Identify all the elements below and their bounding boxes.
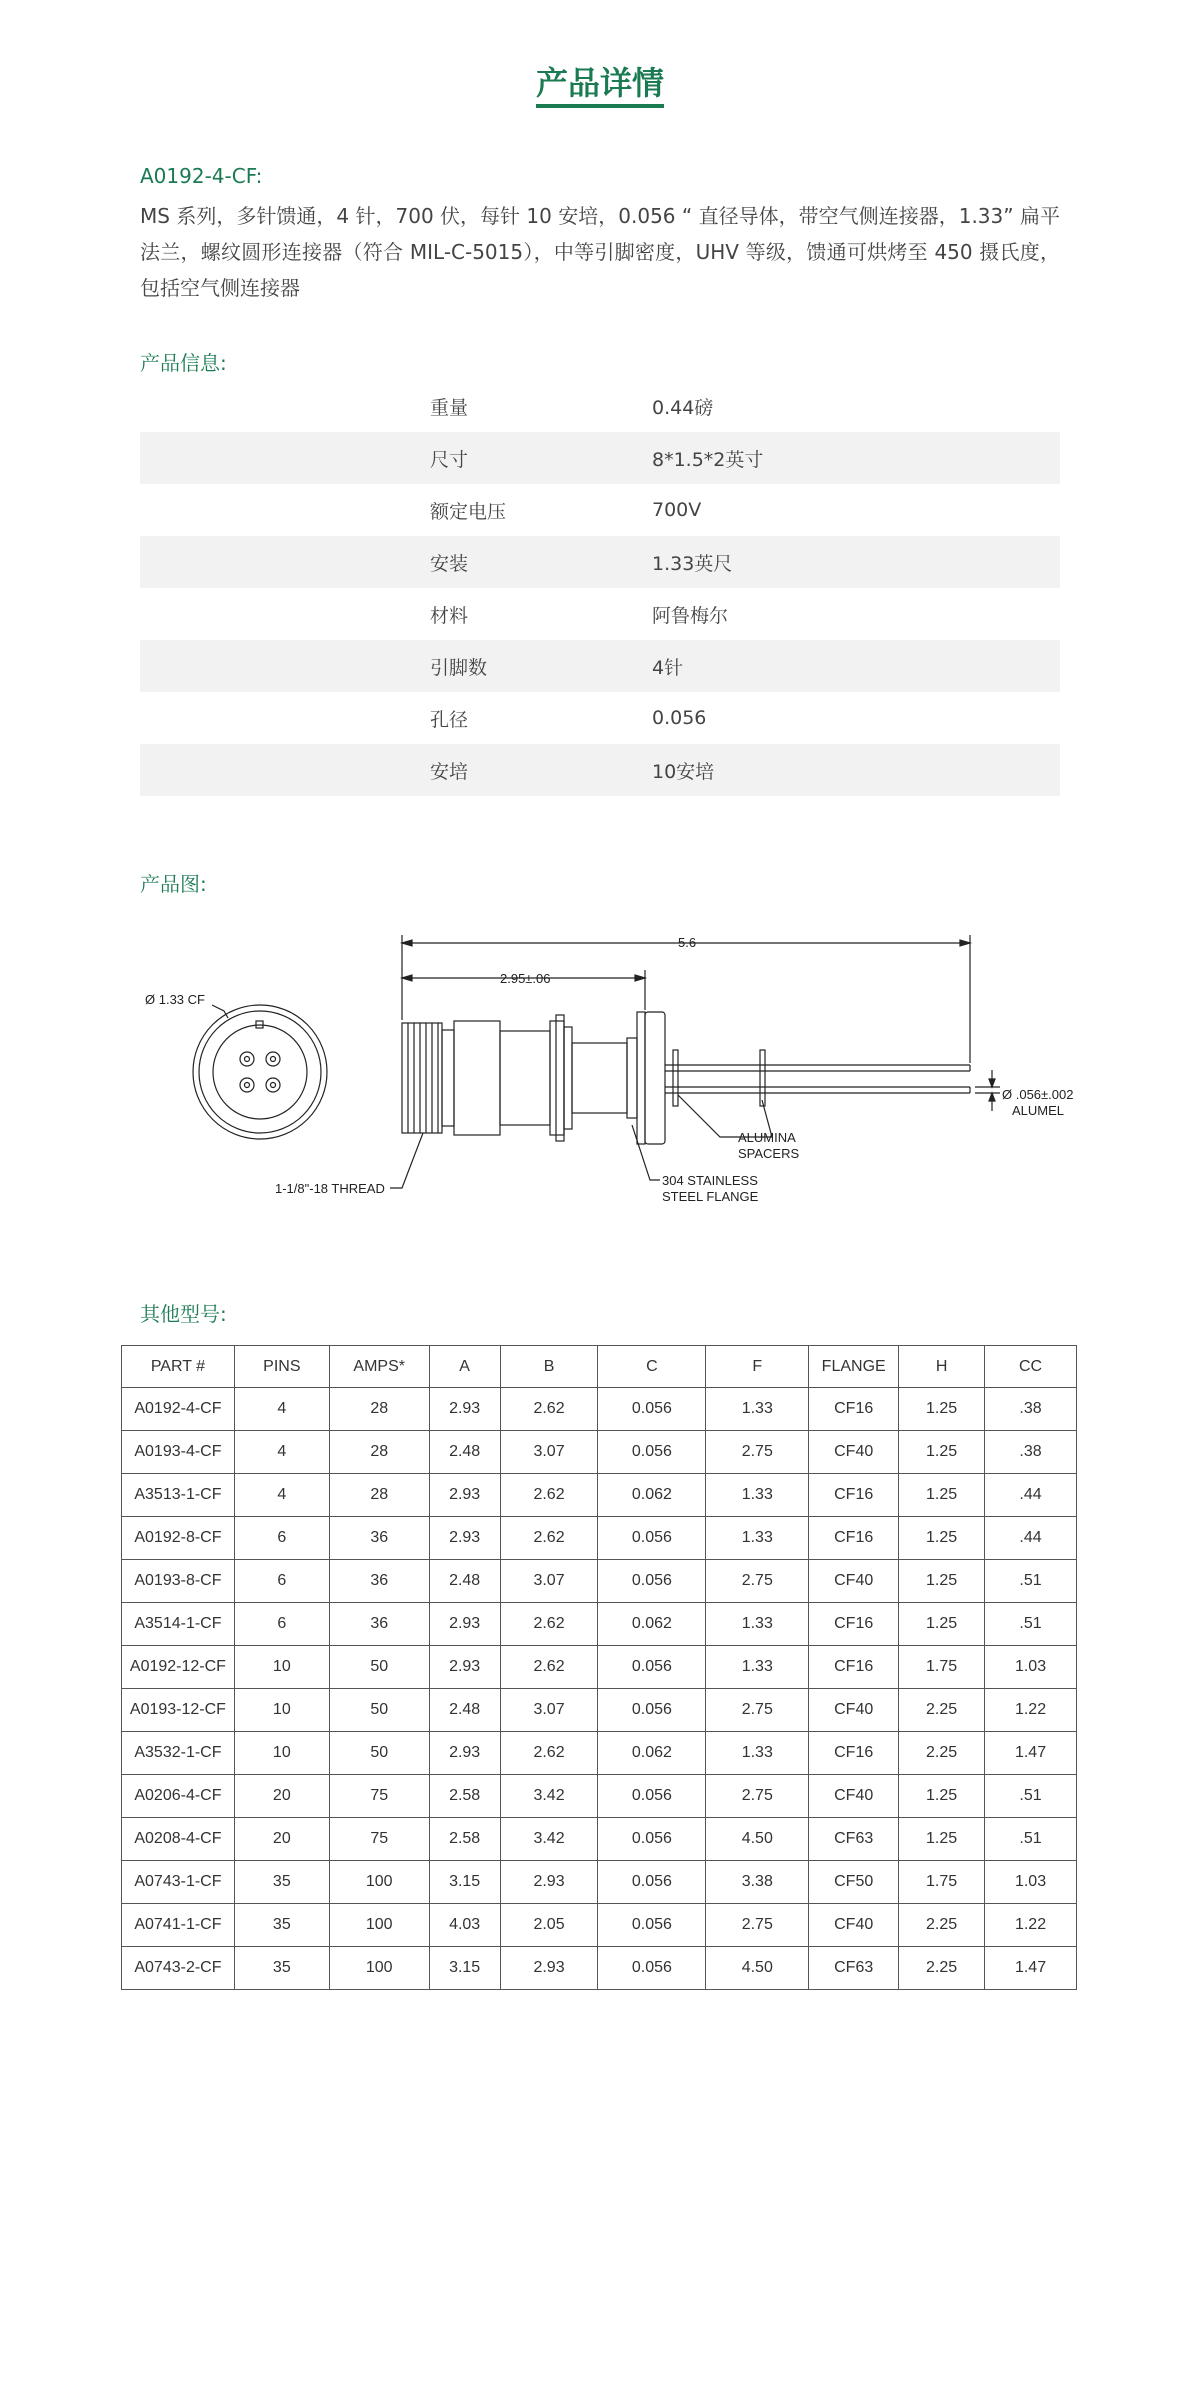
table-cell: 2.62 (500, 1603, 598, 1646)
table-cell: 3.42 (500, 1775, 598, 1818)
table-cell: 50 (329, 1646, 429, 1689)
table-cell: 4.50 (706, 1818, 809, 1861)
table-cell: CF40 (809, 1431, 899, 1474)
table-cell: 20 (234, 1818, 329, 1861)
table-cell: .38 (985, 1388, 1077, 1431)
table-cell: A0192-12-CF (122, 1646, 235, 1689)
table-cell: 2.48 (429, 1689, 500, 1732)
table-cell: 28 (329, 1431, 429, 1474)
table-cell: 10 (234, 1646, 329, 1689)
table-row (122, 1818, 1077, 1861)
table-cell: 0.062 (598, 1603, 706, 1646)
table-cell: .38 (985, 1431, 1077, 1474)
table-cell: 3.42 (500, 1818, 598, 1861)
table-cell: 0.056 (598, 1947, 706, 1990)
table-cell: 2.62 (500, 1646, 598, 1689)
table-cell: 2.93 (429, 1517, 500, 1560)
table-cell: 3.07 (500, 1560, 598, 1603)
table-cell: 35 (234, 1947, 329, 1990)
body-length-label: 2.95±.06 (500, 971, 551, 986)
connector-face-circle (213, 1025, 307, 1119)
table-cell: 0.056 (598, 1818, 706, 1861)
table-cell: 3.15 (429, 1947, 500, 1990)
table-row (122, 1603, 1077, 1646)
table-header-cell: A (429, 1346, 500, 1388)
table-cell: 2.25 (899, 1947, 985, 1990)
table-row (122, 1689, 1077, 1732)
table-cell: 0.056 (598, 1388, 706, 1431)
table-cell: A3532-1-CF (122, 1732, 235, 1775)
table-cell: CF16 (809, 1517, 899, 1560)
table-header-cell: AMPS* (329, 1346, 429, 1388)
table-cell: CF40 (809, 1775, 899, 1818)
product-info-table (140, 380, 1060, 796)
table-cell: 0.056 (598, 1560, 706, 1603)
table-cell: 3.07 (500, 1689, 598, 1732)
table-cell: 36 (329, 1517, 429, 1560)
table-cell: 1.03 (985, 1861, 1077, 1904)
table-cell: 0.056 (598, 1517, 706, 1560)
info-section-label: 产品信息: (140, 351, 227, 375)
table-cell: A0743-1-CF (122, 1861, 235, 1904)
page-title: 产品详情 (535, 64, 664, 102)
info-row (140, 640, 1060, 692)
table-cell: 2.25 (899, 1904, 985, 1947)
table-cell: 1.22 (985, 1904, 1077, 1947)
table-cell: 2.75 (706, 1560, 809, 1603)
table-cell: 100 (329, 1861, 429, 1904)
table-cell: 75 (329, 1818, 429, 1861)
table-cell: 10 (234, 1689, 329, 1732)
info-key: 孔径 (430, 708, 469, 731)
info-key: 引脚数 (430, 656, 488, 679)
table-cell: 1.25 (899, 1775, 985, 1818)
flange-dia-label: Ø 1.33 CF (145, 992, 205, 1007)
table-cell: 35 (234, 1904, 329, 1947)
info-row (140, 432, 1060, 484)
table-cell: 3.15 (429, 1861, 500, 1904)
table-cell: 2.58 (429, 1818, 500, 1861)
table-cell: 2.75 (706, 1904, 809, 1947)
table-row (122, 1732, 1077, 1775)
drawing-section-label: 产品图: (140, 872, 207, 896)
table-cell: A0193-12-CF (122, 1689, 235, 1732)
info-row (140, 588, 1060, 640)
table-cell: 2.93 (429, 1388, 500, 1431)
table-header-cell: FLANGE (809, 1346, 899, 1388)
table-cell: .51 (985, 1818, 1077, 1861)
table-cell: A0193-8-CF (122, 1560, 235, 1603)
table-header-cell: B (500, 1346, 598, 1388)
table-cell: 1.33 (706, 1388, 809, 1431)
table-cell: 0.062 (598, 1732, 706, 1775)
table-cell: 1.25 (899, 1431, 985, 1474)
table-cell: 1.33 (706, 1517, 809, 1560)
table-cell: 1.25 (899, 1517, 985, 1560)
table-cell: 3.38 (706, 1861, 809, 1904)
table-cell: 36 (329, 1560, 429, 1603)
info-value: 阿鲁梅尔 (652, 604, 729, 627)
table-cell: 0.056 (598, 1904, 706, 1947)
info-value: 4针 (652, 656, 684, 679)
info-key: 尺寸 (430, 448, 469, 471)
other-models-table (121, 1345, 1077, 1990)
table-cell: A0193-4-CF (122, 1431, 235, 1474)
table-cell: CF63 (809, 1818, 899, 1861)
conductor-dia-label: Ø .056±.002 (1002, 1087, 1074, 1102)
model-label: A0192-4-CF: (140, 164, 263, 188)
info-key: 安装 (430, 552, 469, 575)
conductor-material-label: ALUMEL (1012, 1103, 1065, 1118)
table-cell: 1.33 (706, 1732, 809, 1775)
table-row (122, 1388, 1077, 1431)
table-cell: 2.62 (500, 1517, 598, 1560)
table-cell: 1.33 (706, 1646, 809, 1689)
info-row (140, 380, 1060, 432)
table-header-cell: PINS (234, 1346, 329, 1388)
table-cell: 6 (234, 1517, 329, 1560)
table-cell: 1.25 (899, 1560, 985, 1603)
table-cell: 1.33 (706, 1474, 809, 1517)
table-row (122, 1904, 1077, 1947)
table-cell: 6 (234, 1560, 329, 1603)
table-cell: CF63 (809, 1947, 899, 1990)
table-cell: 1.25 (899, 1818, 985, 1861)
table-cell: 100 (329, 1904, 429, 1947)
table-cell: 2.58 (429, 1775, 500, 1818)
info-value: 8*1.5*2英寸 (652, 448, 764, 471)
product-description: MS 系列，多针馈通，4 针，700 伏，每针 10 安培，0.056 “ 直径导体，带空气侧连接器，1.33” 扁平法兰，螺纹圆形连接器（符合 MIL-C-5015），中等引脚密度，UHV 等级，馈通可烘烤至 450 摄氏度，包括空气侧连接器 (140, 204, 1060, 300)
table-cell: CF16 (809, 1388, 899, 1431)
table-cell: 2.93 (429, 1732, 500, 1775)
table-cell: A3513-1-CF (122, 1474, 235, 1517)
table-header-cell: PART # (122, 1346, 235, 1388)
table-cell: 4.50 (706, 1947, 809, 1990)
info-key: 安培 (430, 760, 469, 783)
table-cell: 35 (234, 1861, 329, 1904)
info-value: 0.056 (652, 707, 707, 729)
table-cell: A0208-4-CF (122, 1818, 235, 1861)
table-row (122, 1947, 1077, 1990)
table-cell: 0.056 (598, 1646, 706, 1689)
info-value: 10安培 (652, 760, 715, 783)
table-cell: 6 (234, 1603, 329, 1646)
table-cell: A0206-4-CF (122, 1775, 235, 1818)
spacers-label-1: ALUMINA (738, 1130, 796, 1145)
table-cell: CF16 (809, 1603, 899, 1646)
table-cell: A3514-1-CF (122, 1603, 235, 1646)
table-cell: CF16 (809, 1474, 899, 1517)
table-cell: 2.75 (706, 1431, 809, 1474)
flange-material-label-1: 304 STAINLESS (662, 1173, 758, 1188)
other-models-label: 其他型号: (140, 1302, 227, 1326)
table-cell: 0.056 (598, 1689, 706, 1732)
table-cell: .44 (985, 1474, 1077, 1517)
table-cell: 2.62 (500, 1732, 598, 1775)
table-cell: 1.47 (985, 1732, 1077, 1775)
info-row (140, 484, 1060, 536)
table-cell: 36 (329, 1603, 429, 1646)
table-cell: 4 (234, 1474, 329, 1517)
table-cell: 2.93 (500, 1947, 598, 1990)
table-cell: 1.25 (899, 1474, 985, 1517)
table-cell: 2.93 (429, 1603, 500, 1646)
info-value: 700V (652, 499, 702, 521)
table-header-row (122, 1346, 1077, 1388)
table-cell: .51 (985, 1603, 1077, 1646)
info-value: 0.44磅 (652, 396, 714, 419)
table-cell: 2.62 (500, 1388, 598, 1431)
table-cell: 4 (234, 1431, 329, 1474)
table-cell: 2.75 (706, 1775, 809, 1818)
table-cell: .51 (985, 1560, 1077, 1603)
table-row (122, 1431, 1077, 1474)
table-cell: A0192-8-CF (122, 1517, 235, 1560)
table-cell: 4 (234, 1388, 329, 1431)
info-row (140, 744, 1060, 796)
spacers-label-2: SPACERS (738, 1146, 800, 1161)
product-drawing (140, 915, 1100, 1235)
table-cell: 1.75 (899, 1861, 985, 1904)
info-key: 额定电压 (430, 500, 507, 523)
table-cell: 2.25 (899, 1689, 985, 1732)
table-cell: A0741-1-CF (122, 1904, 235, 1947)
table-row (122, 1474, 1077, 1517)
table-cell: 1.25 (899, 1603, 985, 1646)
table-cell: 2.93 (500, 1861, 598, 1904)
table-cell: CF16 (809, 1732, 899, 1775)
table-cell: 0.056 (598, 1431, 706, 1474)
table-cell: .44 (985, 1517, 1077, 1560)
info-key: 材料 (430, 604, 469, 627)
info-row (140, 536, 1060, 588)
table-cell: A0743-2-CF (122, 1947, 235, 1990)
table-cell: 2.48 (429, 1560, 500, 1603)
table-cell: 10 (234, 1732, 329, 1775)
info-value: 1.33英尺 (652, 552, 733, 575)
info-row (140, 692, 1060, 744)
table-cell: 2.93 (429, 1646, 500, 1689)
table-row (122, 1861, 1077, 1904)
flange-inner-circle (199, 1011, 321, 1133)
table-cell: CF50 (809, 1861, 899, 1904)
table-cell: 2.48 (429, 1431, 500, 1474)
table-cell: 0.056 (598, 1775, 706, 1818)
table-header-cell: H (899, 1346, 985, 1388)
table-cell: 1.33 (706, 1603, 809, 1646)
table-row (122, 1646, 1077, 1689)
table-cell: 2.62 (500, 1474, 598, 1517)
table-cell: 28 (329, 1474, 429, 1517)
table-cell: 1.03 (985, 1646, 1077, 1689)
table-cell: 50 (329, 1689, 429, 1732)
table-row (122, 1775, 1077, 1818)
table-cell: 4.03 (429, 1904, 500, 1947)
table-cell: .51 (985, 1775, 1077, 1818)
title-underline (536, 104, 664, 108)
table-cell: 3.07 (500, 1431, 598, 1474)
table-row (122, 1517, 1077, 1560)
table-cell: 1.47 (985, 1947, 1077, 1990)
table-cell: 100 (329, 1947, 429, 1990)
table-cell: 1.25 (899, 1388, 985, 1431)
table-cell: 50 (329, 1732, 429, 1775)
table-cell: 75 (329, 1775, 429, 1818)
table-cell: 1.75 (899, 1646, 985, 1689)
table-header-cell: C (598, 1346, 706, 1388)
table-cell: 1.22 (985, 1689, 1077, 1732)
info-key: 重量 (430, 396, 469, 419)
table-cell: 20 (234, 1775, 329, 1818)
flange-material-label-2: STEEL FLANGE (662, 1189, 759, 1204)
table-row (122, 1560, 1077, 1603)
table-cell: CF16 (809, 1646, 899, 1689)
table-cell: 2.93 (429, 1474, 500, 1517)
table-cell: CF40 (809, 1904, 899, 1947)
table-cell: 2.75 (706, 1689, 809, 1732)
table-cell: 2.05 (500, 1904, 598, 1947)
table-header-cell: CC (985, 1346, 1077, 1388)
table-cell: A0192-4-CF (122, 1388, 235, 1431)
thread-label: 1-1/8"-18 THREAD (275, 1181, 385, 1196)
table-cell: 28 (329, 1388, 429, 1431)
overall-length-label: 5.6 (678, 935, 697, 950)
table-cell: 0.062 (598, 1474, 706, 1517)
table-cell: 0.056 (598, 1861, 706, 1904)
table-cell: CF40 (809, 1689, 899, 1732)
table-header-cell: F (706, 1346, 809, 1388)
table-cell: 2.25 (899, 1732, 985, 1775)
table-cell: CF40 (809, 1560, 899, 1603)
